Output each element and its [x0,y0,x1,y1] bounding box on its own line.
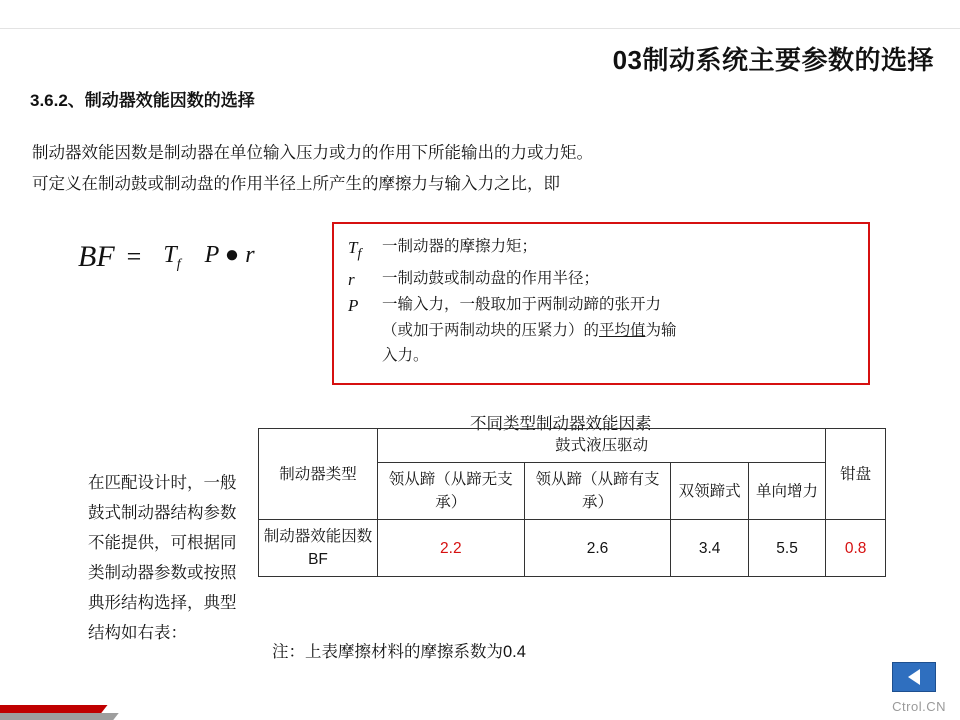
legend-item [348,266,856,292]
table-subheader-2: 领从蹄（从蹄有支承） [524,463,671,520]
table-row [259,520,886,577]
legend-text: 一输入力，一般取加于两制动蹄的张开力 [382,296,662,314]
table-footnote: 注：上表摩擦材料的摩擦系数为0.4 [272,643,526,661]
brake-efficiency-table [258,428,886,577]
legend-symbol-subscript: f [357,246,362,262]
legend-continuation-underlined: 平均值 [599,322,646,340]
legend-continuation-pre: （或加于两制动块的压紧力）的 [382,322,600,340]
corner-gray-band [0,713,119,720]
section-heading: 3.6.2、制动器效能因数的选择 [30,91,255,110]
legend-symbol-char: r [348,270,355,290]
legend-item [348,234,856,266]
formula-numerator [153,242,190,270]
formula-denominator: P ● r [204,241,255,268]
corner-decoration [0,684,126,720]
legend-continuation-post: 为输 [645,322,677,340]
formula-equals: = [126,242,142,271]
table-caption: 不同类型制动器效能因素 [470,415,652,433]
table-cell-bf-3: 3.4 [671,520,748,577]
table-cell-bf-1: 2.2 [377,520,524,577]
formula-numerator-subscript: f [176,256,181,272]
table-subheader-1: 领从蹄（从蹄无支承） [377,463,524,520]
header-divider [0,28,960,29]
legend-symbol [348,234,382,266]
legend-symbol [348,266,382,292]
formula-legend-box [332,222,870,385]
table-row-label: 制动器效能因数BF [259,520,378,577]
watermark-text: Ctrol.CN [892,699,946,714]
triangle-left-icon [908,669,920,685]
table-header-disc: 钳盘 [826,429,886,520]
legend-symbol-char: T [348,238,358,257]
formula-fraction [153,242,264,273]
table-cell-bf-5: 0.8 [826,520,886,577]
formula-lhs: BF [78,240,115,273]
legend-item [348,292,856,318]
paragraph-line-2: 可定义在制动鼓或制动盘的作用半径上所产生的摩擦力与输入力之比，即 [32,175,560,193]
legend-text: 一制动器的摩擦力矩； [382,238,538,255]
left-side-note: 在匹配设计时，一般鼓式制动器结构参数不能提供，可根据同类制动器参数或按照典形结构选择，典型结构如右表： [88,474,237,642]
table-header-group: 鼓式液压驱动 [377,429,825,463]
formula-brake-factor [78,240,308,274]
table-header-type: 制动器类型 [259,429,378,520]
formula-numerator-symbol: T [163,241,177,268]
page-title: 03制动系统主要参数的选择 [612,45,934,75]
legend-text: 一制动鼓或制动盘的作用半径； [382,270,600,288]
legend-symbol [348,292,382,318]
prev-slide-button[interactable] [892,662,936,692]
legend-continuation-line-1 [348,318,856,343]
table-row-header-top [259,429,886,463]
table-subheader-3: 双领蹄式 [671,463,748,520]
legend-continuation-line-2: 入力。 [382,347,429,365]
table-subheader-4: 单向增力 [748,463,825,520]
table-cell-bf-4: 5.5 [748,520,825,577]
table-cell-bf-2: 2.6 [524,520,671,577]
paragraph-line-1: 制动器效能因数是制动器在单位输入压力或力的作用下所能输出的力或力矩。 [32,144,593,162]
legend-symbol-char: P [348,296,359,316]
body-paragraph [32,138,912,200]
